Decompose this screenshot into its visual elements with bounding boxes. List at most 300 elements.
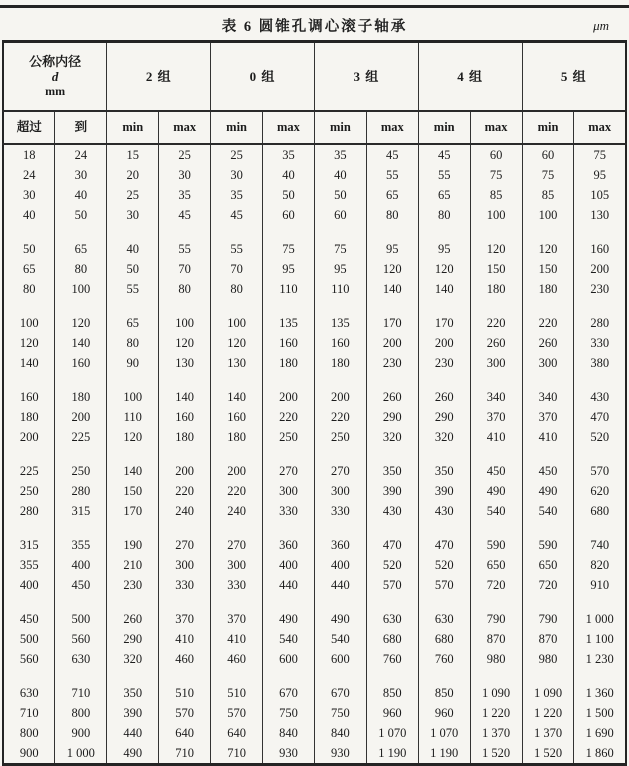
table-cell: 220 bbox=[263, 407, 315, 427]
table-caption-bar bbox=[0, 15, 629, 39]
page-top-rule bbox=[0, 5, 629, 8]
table-cell: 150 bbox=[107, 481, 159, 501]
table-cell: 710 bbox=[211, 743, 263, 765]
table-cell: 60 bbox=[263, 205, 315, 225]
table-cell: 260 bbox=[107, 609, 159, 629]
table-cell: 340 bbox=[470, 387, 522, 407]
table-cell: 80 bbox=[22, 281, 36, 296]
subheader-max: max bbox=[574, 111, 626, 144]
table-cell: 750 bbox=[314, 703, 366, 723]
table-cell: 260 bbox=[418, 387, 470, 407]
spacer-cell bbox=[107, 299, 159, 313]
table-cell: 1 520 bbox=[522, 743, 574, 765]
table-cell: 55 bbox=[159, 239, 211, 259]
table-cell: 180 bbox=[314, 353, 366, 373]
table-cell: 315 bbox=[55, 501, 107, 521]
table-cell: 75 bbox=[522, 165, 574, 185]
table-cell: 250 bbox=[263, 427, 315, 447]
table-cell: 450 bbox=[470, 461, 522, 481]
spacer-cell bbox=[470, 225, 522, 239]
table-cell: 290 bbox=[366, 407, 418, 427]
spacer-cell bbox=[159, 373, 211, 387]
table-cell: 760 bbox=[418, 649, 470, 669]
table-cell: 140 bbox=[107, 461, 159, 481]
table-cell: 390 bbox=[418, 481, 470, 501]
spacer-cell bbox=[211, 447, 263, 461]
table-cell: 410 bbox=[159, 629, 211, 649]
table-cell: 370 bbox=[470, 407, 522, 427]
spacer-cell bbox=[159, 299, 211, 313]
table-cell: 320 bbox=[107, 649, 159, 669]
spacer-cell bbox=[3, 595, 55, 609]
table-cell: 60 bbox=[314, 205, 366, 225]
spacer-cell bbox=[418, 299, 470, 313]
table-cell: 560 bbox=[19, 651, 39, 666]
table-cell: 450 bbox=[55, 575, 107, 595]
table-cell: 180 bbox=[522, 279, 574, 299]
table-cell: 490 bbox=[107, 743, 159, 765]
table-cell: 220 bbox=[159, 481, 211, 501]
table-cell: 520 bbox=[574, 427, 626, 447]
spacer-cell bbox=[574, 373, 626, 387]
table-cell: 160 bbox=[263, 333, 315, 353]
table-cell: 280 bbox=[55, 481, 107, 501]
spacer-cell bbox=[263, 595, 315, 609]
table-cell: 260 bbox=[470, 333, 522, 353]
table-cell: 120 bbox=[55, 313, 107, 333]
spacer-cell bbox=[470, 521, 522, 535]
table-cell: 85 bbox=[522, 185, 574, 205]
table-cell: 120 bbox=[211, 333, 263, 353]
table-cell: 600 bbox=[263, 649, 315, 669]
table-cell: 980 bbox=[470, 649, 522, 669]
table-cell: 1 090 bbox=[522, 683, 574, 703]
spacer-cell bbox=[314, 595, 366, 609]
table-cell: 1 230 bbox=[574, 649, 626, 669]
spacer-cell bbox=[314, 669, 366, 683]
table-cell: 200 bbox=[574, 259, 626, 279]
spacer-cell bbox=[263, 225, 315, 239]
table-cell: 330 bbox=[211, 575, 263, 595]
table-cell: 800 bbox=[19, 725, 39, 740]
table-cell: 630 bbox=[418, 609, 470, 629]
spacer-cell bbox=[211, 669, 263, 683]
spacer-cell bbox=[159, 521, 211, 535]
table-cell: 355 bbox=[19, 557, 39, 572]
table-cell: 60 bbox=[522, 144, 574, 165]
spacer-cell bbox=[107, 225, 159, 239]
table-row bbox=[3, 555, 626, 575]
spacer-cell bbox=[263, 373, 315, 387]
table-cell: 80 bbox=[418, 205, 470, 225]
table-cell: 840 bbox=[314, 723, 366, 743]
table-cell: 650 bbox=[470, 555, 522, 575]
diameter-unit: mm bbox=[45, 84, 66, 98]
table-row bbox=[3, 407, 626, 427]
table-cell: 30 bbox=[55, 165, 107, 185]
table-cell: 640 bbox=[159, 723, 211, 743]
table-cell: 470 bbox=[574, 407, 626, 427]
table-row bbox=[3, 165, 626, 185]
table-cell: 85 bbox=[470, 185, 522, 205]
group-spacer-row bbox=[3, 225, 626, 239]
table-cell: 720 bbox=[470, 575, 522, 595]
table-cell: 670 bbox=[263, 683, 315, 703]
spacer-cell bbox=[55, 521, 107, 535]
table-row bbox=[3, 629, 626, 649]
table-cell: 430 bbox=[574, 387, 626, 407]
table-cell: 135 bbox=[263, 313, 315, 333]
table-cell: 30 bbox=[22, 187, 36, 202]
table-cell: 180 bbox=[19, 409, 39, 424]
spacer-cell bbox=[55, 299, 107, 313]
spacer-cell bbox=[107, 373, 159, 387]
table-row bbox=[3, 501, 626, 521]
table-cell: 170 bbox=[366, 313, 418, 333]
table-cell: 440 bbox=[263, 575, 315, 595]
spacer-cell bbox=[522, 225, 574, 239]
table-cell: 400 bbox=[19, 577, 39, 592]
table-cell: 490 bbox=[522, 481, 574, 501]
spacer-cell bbox=[159, 447, 211, 461]
table-cell: 160 bbox=[314, 333, 366, 353]
table-cell: 300 bbox=[159, 555, 211, 575]
table-cell: 720 bbox=[522, 575, 574, 595]
diameter-symbol: d bbox=[51, 69, 59, 84]
table-cell: 355 bbox=[55, 535, 107, 555]
table-cell: 180 bbox=[263, 353, 315, 373]
table-cell: 570 bbox=[211, 703, 263, 723]
table-title: 表 6 圆锥孔调心滚子轴承 bbox=[221, 19, 408, 35]
spacer-cell bbox=[470, 447, 522, 461]
table-cell: 510 bbox=[211, 683, 263, 703]
spacer-cell bbox=[3, 521, 55, 535]
table-cell: 95 bbox=[574, 165, 626, 185]
table-cell: 490 bbox=[263, 609, 315, 629]
spacer-cell bbox=[263, 669, 315, 683]
table-cell: 390 bbox=[366, 481, 418, 501]
spacer-cell bbox=[314, 447, 366, 461]
spacer-cell bbox=[574, 225, 626, 239]
spacer-cell bbox=[159, 225, 211, 239]
table-cell: 300 bbox=[211, 555, 263, 575]
table-cell: 320 bbox=[366, 427, 418, 447]
table-cell: 130 bbox=[159, 353, 211, 373]
table-cell: 45 bbox=[418, 144, 470, 165]
table-cell: 1 190 bbox=[418, 743, 470, 765]
table-cell: 50 bbox=[263, 185, 315, 205]
spacer-cell bbox=[470, 299, 522, 313]
spacer-cell bbox=[107, 669, 159, 683]
table-cell: 100 bbox=[159, 313, 211, 333]
table-cell: 750 bbox=[263, 703, 315, 723]
subheader-max: max bbox=[159, 111, 211, 144]
table-cell: 300 bbox=[314, 481, 366, 501]
spacer-cell bbox=[55, 373, 107, 387]
table-cell: 630 bbox=[55, 649, 107, 669]
spacer-cell bbox=[107, 521, 159, 535]
table-cell: 330 bbox=[263, 501, 315, 521]
spacer-cell bbox=[263, 299, 315, 313]
table-cell: 200 bbox=[366, 333, 418, 353]
spacer-cell bbox=[55, 447, 107, 461]
table-cell: 790 bbox=[470, 609, 522, 629]
table-cell: 18 bbox=[22, 147, 36, 162]
spacer-cell bbox=[366, 447, 418, 461]
table-cell: 30 bbox=[107, 205, 159, 225]
group-spacer-row bbox=[3, 521, 626, 535]
table-cell: 30 bbox=[159, 165, 211, 185]
table-cell: 230 bbox=[574, 279, 626, 299]
subheader-max: max bbox=[366, 111, 418, 144]
table-cell: 160 bbox=[159, 407, 211, 427]
table-cell: 25 bbox=[211, 144, 263, 165]
spacer-cell bbox=[418, 447, 470, 461]
table-cell: 200 bbox=[19, 429, 39, 444]
table-row bbox=[3, 703, 626, 723]
table-cell: 200 bbox=[314, 387, 366, 407]
table-cell: 1 100 bbox=[574, 629, 626, 649]
table-cell: 60 bbox=[470, 144, 522, 165]
table-cell: 80 bbox=[211, 279, 263, 299]
table-cell: 55 bbox=[366, 165, 418, 185]
table-cell: 630 bbox=[19, 685, 39, 700]
table-row bbox=[3, 239, 626, 259]
spacer-cell bbox=[574, 521, 626, 535]
table-cell: 180 bbox=[159, 427, 211, 447]
table-cell: 1 000 bbox=[55, 743, 107, 765]
table-cell: 24 bbox=[55, 144, 107, 165]
table-cell: 400 bbox=[263, 555, 315, 575]
spacer-cell bbox=[107, 447, 159, 461]
table-cell: 1 360 bbox=[574, 683, 626, 703]
table-cell: 80 bbox=[107, 333, 159, 353]
group-spacer-row bbox=[3, 447, 626, 461]
table-cell: 140 bbox=[366, 279, 418, 299]
table-cell: 680 bbox=[366, 629, 418, 649]
table-cell: 1 370 bbox=[522, 723, 574, 743]
table-row bbox=[3, 609, 626, 629]
table-cell: 800 bbox=[55, 703, 107, 723]
table-cell: 560 bbox=[55, 629, 107, 649]
table-cell: 930 bbox=[263, 743, 315, 765]
table-cell: 200 bbox=[211, 461, 263, 481]
table-row bbox=[3, 259, 626, 279]
table-cell: 45 bbox=[211, 205, 263, 225]
spacer-cell bbox=[159, 595, 211, 609]
table-cell: 820 bbox=[574, 555, 626, 575]
table-cell: 55 bbox=[211, 239, 263, 259]
table-row bbox=[3, 279, 626, 299]
subheader-to: 到 bbox=[55, 111, 107, 144]
table-cell: 80 bbox=[55, 259, 107, 279]
spacer-cell bbox=[470, 669, 522, 683]
header-row-minmax bbox=[3, 111, 626, 144]
table-cell: 330 bbox=[159, 575, 211, 595]
table-cell: 15 bbox=[107, 144, 159, 165]
spacer-cell bbox=[55, 225, 107, 239]
table-cell: 250 bbox=[55, 461, 107, 481]
spacer-cell bbox=[366, 225, 418, 239]
table-cell: 840 bbox=[263, 723, 315, 743]
table-cell: 190 bbox=[107, 535, 159, 555]
table-cell: 105 bbox=[574, 185, 626, 205]
spacer-cell bbox=[418, 373, 470, 387]
table-cell: 100 bbox=[522, 205, 574, 225]
spacer-cell bbox=[3, 373, 55, 387]
table-cell: 410 bbox=[522, 427, 574, 447]
header-nominal-diameter bbox=[3, 42, 107, 112]
table-cell: 270 bbox=[263, 461, 315, 481]
table-cell: 590 bbox=[522, 535, 574, 555]
group-spacer-row bbox=[3, 595, 626, 609]
table-cell: 270 bbox=[159, 535, 211, 555]
table-cell: 600 bbox=[314, 649, 366, 669]
table-cell: 160 bbox=[55, 353, 107, 373]
spacer-cell bbox=[418, 225, 470, 239]
spacer-cell bbox=[470, 373, 522, 387]
table-cell: 1 000 bbox=[574, 609, 626, 629]
spacer-cell bbox=[211, 595, 263, 609]
table-cell: 45 bbox=[159, 205, 211, 225]
table-cell: 100 bbox=[55, 279, 107, 299]
table-cell: 170 bbox=[107, 501, 159, 521]
spacer-cell bbox=[418, 521, 470, 535]
spacer-cell bbox=[522, 299, 574, 313]
table-cell: 350 bbox=[366, 461, 418, 481]
table-cell: 540 bbox=[470, 501, 522, 521]
spacer-cell bbox=[211, 299, 263, 313]
spacer-cell bbox=[55, 595, 107, 609]
table-cell: 230 bbox=[366, 353, 418, 373]
table-cell: 290 bbox=[418, 407, 470, 427]
table-cell: 95 bbox=[418, 239, 470, 259]
table-cell: 980 bbox=[522, 649, 574, 669]
table-cell: 250 bbox=[19, 483, 39, 498]
table-cell: 50 bbox=[22, 241, 36, 256]
table-cell: 65 bbox=[107, 313, 159, 333]
table-cell: 95 bbox=[366, 239, 418, 259]
table-row bbox=[3, 481, 626, 501]
table-row bbox=[3, 144, 626, 165]
table-cell: 380 bbox=[574, 353, 626, 373]
table-row bbox=[3, 313, 626, 333]
table-cell: 1 070 bbox=[366, 723, 418, 743]
table-cell: 250 bbox=[314, 427, 366, 447]
table-cell: 120 bbox=[522, 239, 574, 259]
table-cell: 70 bbox=[211, 259, 263, 279]
table-cell: 130 bbox=[211, 353, 263, 373]
table-cell: 45 bbox=[366, 144, 418, 165]
table-cell: 220 bbox=[522, 313, 574, 333]
table-cell: 140 bbox=[211, 387, 263, 407]
spacer-cell bbox=[3, 669, 55, 683]
table-cell: 620 bbox=[574, 481, 626, 501]
spacer-cell bbox=[522, 521, 574, 535]
table-cell: 35 bbox=[211, 185, 263, 205]
table-cell: 520 bbox=[418, 555, 470, 575]
table-cell: 30 bbox=[211, 165, 263, 185]
spacer-cell bbox=[574, 447, 626, 461]
spacer-cell bbox=[314, 225, 366, 239]
table-cell: 120 bbox=[19, 335, 39, 350]
table-cell: 25 bbox=[107, 185, 159, 205]
spacer-cell bbox=[574, 595, 626, 609]
table-cell: 120 bbox=[159, 333, 211, 353]
table-cell: 650 bbox=[522, 555, 574, 575]
table-cell: 490 bbox=[470, 481, 522, 501]
table-cell: 50 bbox=[107, 259, 159, 279]
table-cell: 140 bbox=[19, 355, 39, 370]
table-row bbox=[3, 649, 626, 669]
table-cell: 960 bbox=[366, 703, 418, 723]
table-cell: 270 bbox=[314, 461, 366, 481]
table-cell: 65 bbox=[418, 185, 470, 205]
table-cell: 570 bbox=[574, 461, 626, 481]
table-cell: 40 bbox=[55, 185, 107, 205]
table-cell: 390 bbox=[107, 703, 159, 723]
table-row bbox=[3, 743, 626, 765]
spacer-cell bbox=[574, 299, 626, 313]
table-cell: 120 bbox=[107, 427, 159, 447]
subheader-max: max bbox=[470, 111, 522, 144]
table-cell: 850 bbox=[418, 683, 470, 703]
spacer-cell bbox=[159, 669, 211, 683]
table-cell: 540 bbox=[263, 629, 315, 649]
table-cell: 450 bbox=[522, 461, 574, 481]
spacer-cell bbox=[211, 521, 263, 535]
table-cell: 1 370 bbox=[470, 723, 522, 743]
table-cell: 95 bbox=[314, 259, 366, 279]
table-cell: 220 bbox=[314, 407, 366, 427]
table-body bbox=[3, 144, 626, 765]
table-cell: 225 bbox=[55, 427, 107, 447]
table-cell: 710 bbox=[55, 683, 107, 703]
table-cell: 150 bbox=[470, 259, 522, 279]
table-cell: 590 bbox=[470, 535, 522, 555]
header-group-0: 0 组 bbox=[211, 42, 315, 112]
table-cell: 40 bbox=[263, 165, 315, 185]
table-cell: 315 bbox=[19, 537, 39, 552]
table-cell: 360 bbox=[263, 535, 315, 555]
table-cell: 640 bbox=[211, 723, 263, 743]
header-group-5: 5 组 bbox=[522, 42, 626, 112]
group-spacer-row bbox=[3, 299, 626, 313]
table-cell: 400 bbox=[55, 555, 107, 575]
spacer-cell bbox=[522, 373, 574, 387]
spacer-cell bbox=[418, 669, 470, 683]
table-cell: 500 bbox=[19, 631, 39, 646]
table-cell: 65 bbox=[55, 239, 107, 259]
table-cell: 180 bbox=[55, 387, 107, 407]
table-row bbox=[3, 461, 626, 481]
table-cell: 24 bbox=[22, 167, 36, 182]
table-cell: 35 bbox=[263, 144, 315, 165]
table-cell: 35 bbox=[314, 144, 366, 165]
spacer-cell bbox=[107, 595, 159, 609]
subheader-min: min bbox=[522, 111, 574, 144]
table-cell: 760 bbox=[366, 649, 418, 669]
table-cell: 25 bbox=[159, 144, 211, 165]
spacer-cell bbox=[366, 595, 418, 609]
table-cell: 370 bbox=[211, 609, 263, 629]
spacer-cell bbox=[314, 521, 366, 535]
group-spacer-row bbox=[3, 373, 626, 387]
table-cell: 220 bbox=[211, 481, 263, 501]
spacer-cell bbox=[211, 373, 263, 387]
header-group-4: 4 组 bbox=[418, 42, 522, 112]
table-cell: 1 220 bbox=[470, 703, 522, 723]
